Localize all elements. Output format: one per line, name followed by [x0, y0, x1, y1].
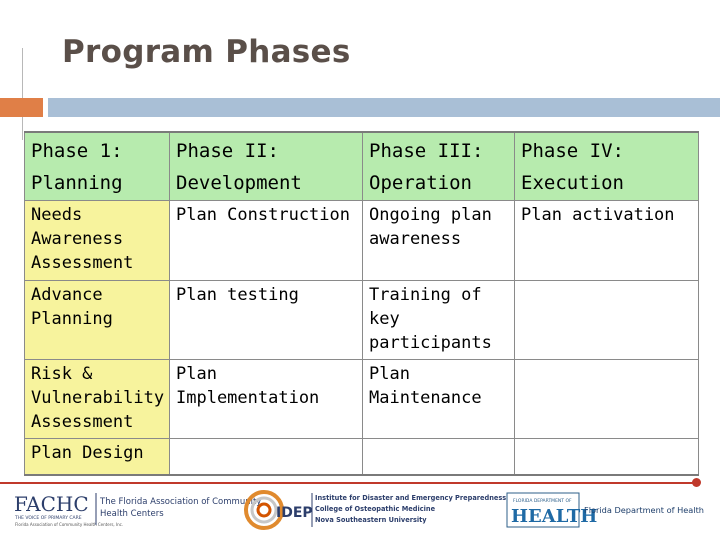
table-cell: Advance Planning [25, 281, 170, 360]
table-cell: Plan Construction [170, 201, 363, 281]
table-cell: Needs Awareness Assessment [25, 201, 170, 281]
slide-title: Program Phases [62, 34, 351, 70]
svg-text:IDEP: IDEP [276, 505, 313, 521]
svg-text:FACHC: FACHC [14, 492, 89, 516]
table-cell: Plan Implementation [170, 360, 363, 439]
table-row [25, 439, 699, 475]
table-cell: Risk & Vulnerability Assessment [25, 360, 170, 439]
accent-bar-orange [0, 98, 43, 117]
table-cell [515, 439, 699, 475]
table-row [25, 201, 699, 281]
table-cell: Plan activation [515, 201, 699, 281]
table-header-row [25, 132, 699, 201]
svg-text:The Florida Association of Com: The Florida Association of Community [100, 497, 262, 507]
svg-text:THE VOICE OF PRIMARY CARE: THE VOICE OF PRIMARY CARE [15, 516, 82, 521]
svg-text:Health Centers: Health Centers [100, 509, 164, 519]
header-phase-3: Phase III: Operation [363, 132, 515, 201]
program-phases-table [24, 131, 699, 476]
table-cell: Plan Maintenance [363, 360, 515, 439]
svg-text:Florida Department of Health: Florida Department of Health [584, 505, 704, 515]
svg-text:Florida Association of Communi: Florida Association of Community Health Centers, Inc. [15, 522, 124, 527]
idep-logo [244, 487, 507, 532]
fachc-logo [12, 489, 262, 529]
footer-rule-end-dot [692, 478, 701, 487]
table-row [25, 360, 699, 439]
svg-text:FLORIDA DEPARTMENT OF: FLORIDA DEPARTMENT OF [513, 499, 572, 504]
table-row [25, 281, 699, 360]
header-phase-4: Phase IV: Execution [515, 132, 699, 201]
svg-text:College of Osteopathic Medicin: College of Osteopathic Medicine [315, 505, 436, 513]
svg-text:HEALTH: HEALTH [511, 506, 598, 527]
table-cell: Ongoing plan awareness [363, 201, 515, 281]
table-cell: Plan Design [25, 439, 170, 475]
title-rule-vertical [22, 48, 23, 140]
table-cell [515, 281, 699, 360]
header-phase-1: Phase 1: Planning [25, 132, 170, 201]
svg-text:Institute for Disaster and Eme: Institute for Disaster and Emergency Preparedness [315, 494, 507, 502]
table-cell [515, 360, 699, 439]
accent-bar-blue [48, 98, 720, 117]
table-cell: Training of key participants [363, 281, 515, 360]
footer-rule [0, 482, 700, 484]
table-cell [363, 439, 515, 475]
header-phase-2: Phase II: Development [170, 132, 363, 201]
svg-text:Nova Southeastern University: Nova Southeastern University [315, 516, 427, 524]
florida-doh-logo [506, 491, 706, 531]
table-cell: Plan testing [170, 281, 363, 360]
table-cell [170, 439, 363, 475]
